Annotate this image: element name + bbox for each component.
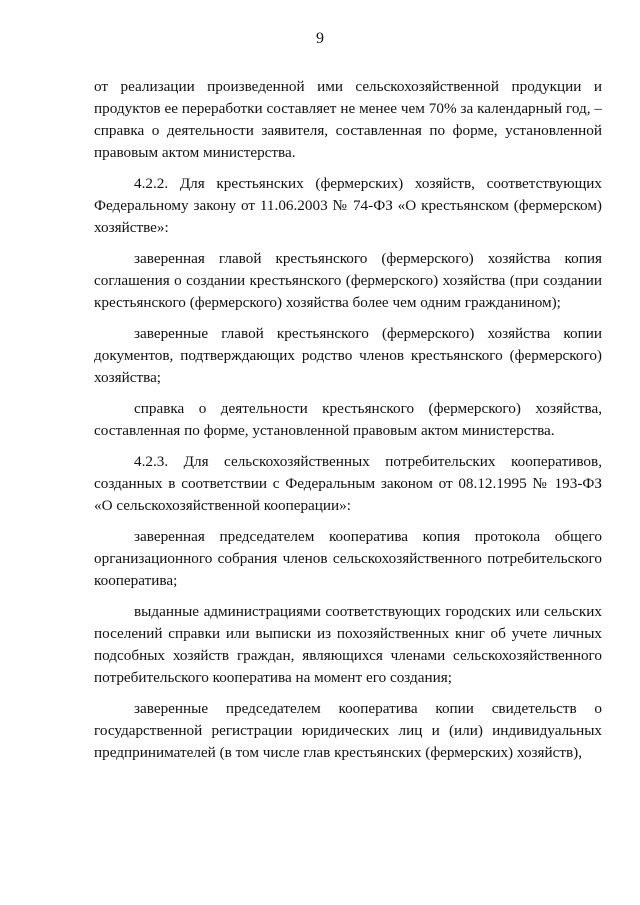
paragraph-kinship-documents: заверенные главой крестьянского (фермерского) хозяйства копии документов, подтверждающих родство членов крестьянского (фермерского) хозяйства;: [94, 325, 602, 386]
paragraph-4-2-3: 4.2.3. Для сельскохозяйственных потребительских кооперативов, созданных в соответствии с Федеральным законом от 08.12.1995 № 193-ФЗ «О сельскохозяйственной кооперации»:: [94, 453, 602, 514]
paragraph-4-2-2: 4.2.2. Для крестьянских (фермерских) хозяйств, соответствующих Федеральному закону от 11.06.2003 № 74-ФЗ «О крестьянском (фермерском) хозяйстве»:: [94, 175, 602, 236]
paragraph-farm-activity-reference: справка о деятельности крестьянского (фермерского) хозяйства, составленная по форме, установленной правовым актом министерства.: [94, 400, 602, 439]
page-number: 9: [316, 30, 324, 47]
paragraph-registration-certificates: заверенные председателем кооператива копии свидетельств о государственной регистрации юридических лиц и (или) индивидуальных предпринимателей (в том числе глав крестьянских (фермерских) хозяйств),: [94, 700, 602, 761]
paragraph-agreement-copy: заверенная главой крестьянского (фермерского) хозяйства копия соглашения о создании крестьянского (фермерского) хозяйства (при создании крестьянского (фермерского) хозяйства более чем одним гражданином);: [94, 250, 602, 311]
paragraph-household-extracts: выданные администрациями соответствующих городских или сельских поселений справки или выписки из похозяйственных книг об учете личных подсобных хозяйств граждан, являющихся членами сельскохозяйственного потребительского кооператива на момент его создания;: [94, 603, 602, 686]
paragraph-meeting-protocol-copy: заверенная председателем кооператива копия протокола общего организационного собрания членов сельскохозяйственного потребительского кооператива;: [94, 528, 602, 589]
paragraph-continuation: от реализации произведенной ими сельскохозяйственной продукции и продуктов ее переработки составляет не менее чем 70% за календарный год, – справка о деятельности заявителя, составленная по форме, установленной правовым актом министерства.: [94, 78, 602, 161]
document-body: [94, 76, 602, 764]
